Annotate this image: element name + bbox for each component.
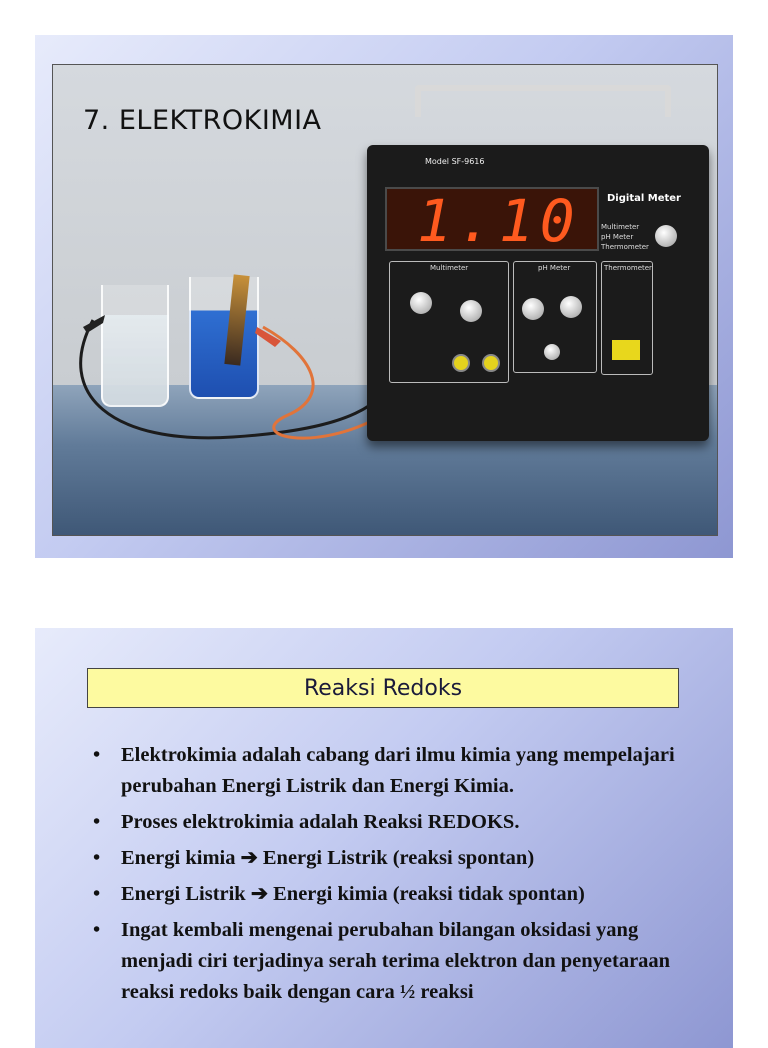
photo-electrochemistry-setup (52, 64, 718, 536)
mode-label-multimeter: Multimeter (601, 223, 640, 231)
slide-title: 7. ELEKTROKIMIA (83, 105, 322, 136)
meter-display (385, 187, 599, 255)
meter-brand-label: Digital Meter (607, 193, 681, 204)
jack-yellow-1 (452, 354, 470, 372)
bullet-list (93, 740, 693, 1013)
meter-reading: 1.10 (417, 187, 581, 255)
thermometer-section-label: Thermometer (604, 264, 652, 272)
mode-select-knob (655, 225, 677, 247)
bullet-item: • Energi kimia ➔ Energi Listrik (reaksi spontan) (93, 843, 693, 874)
multimeter-panel (389, 261, 509, 383)
meter-handle (415, 85, 671, 117)
slide-2 (35, 628, 733, 1048)
ph-electrode-jack (544, 344, 560, 360)
black-wire (81, 320, 403, 438)
ph-section-label: pH Meter (538, 264, 571, 272)
ph-knob-2 (560, 296, 582, 318)
multimeter-knob-1 (410, 292, 432, 314)
bullet-item: • Energi Listrik ➔ Energi kimia (reaksi tidak spontan) (93, 879, 693, 910)
slide-heading: Reaksi Redoks (87, 668, 679, 708)
jack-yellow-2 (482, 354, 500, 372)
meter-model-label: Model SF-9616 (425, 157, 485, 166)
bullet-item: • Elektrokimia adalah cabang dari ilmu kimia yang mempelajari perubahan Energi Listrik dan Energi Kimia. (93, 740, 693, 802)
ph-meter-panel (513, 261, 597, 373)
multimeter-section-label: Multimeter (430, 264, 469, 272)
thermometer-connector (612, 340, 640, 360)
alligator-clip-black (83, 315, 105, 333)
multimeter-knob-2 (460, 300, 482, 322)
thermometer-panel (601, 261, 653, 375)
mode-label-ph: pH Meter (601, 233, 634, 241)
bullet-item: • Proses elektrokimia adalah Reaksi REDOKS. (93, 807, 693, 838)
mode-label-thermometer: Thermometer (601, 243, 649, 251)
slide-1 (35, 35, 733, 558)
ph-knob-1 (522, 298, 544, 320)
digital-meter (367, 145, 709, 441)
bullet-item: • Ingat kembali mengenai perubahan bilangan oksidasi yang menjadi ciri terjadinya serah terima elektron dan penyetaraan reaksi redoks baik dengan cara ½ reaksi (93, 915, 693, 1008)
